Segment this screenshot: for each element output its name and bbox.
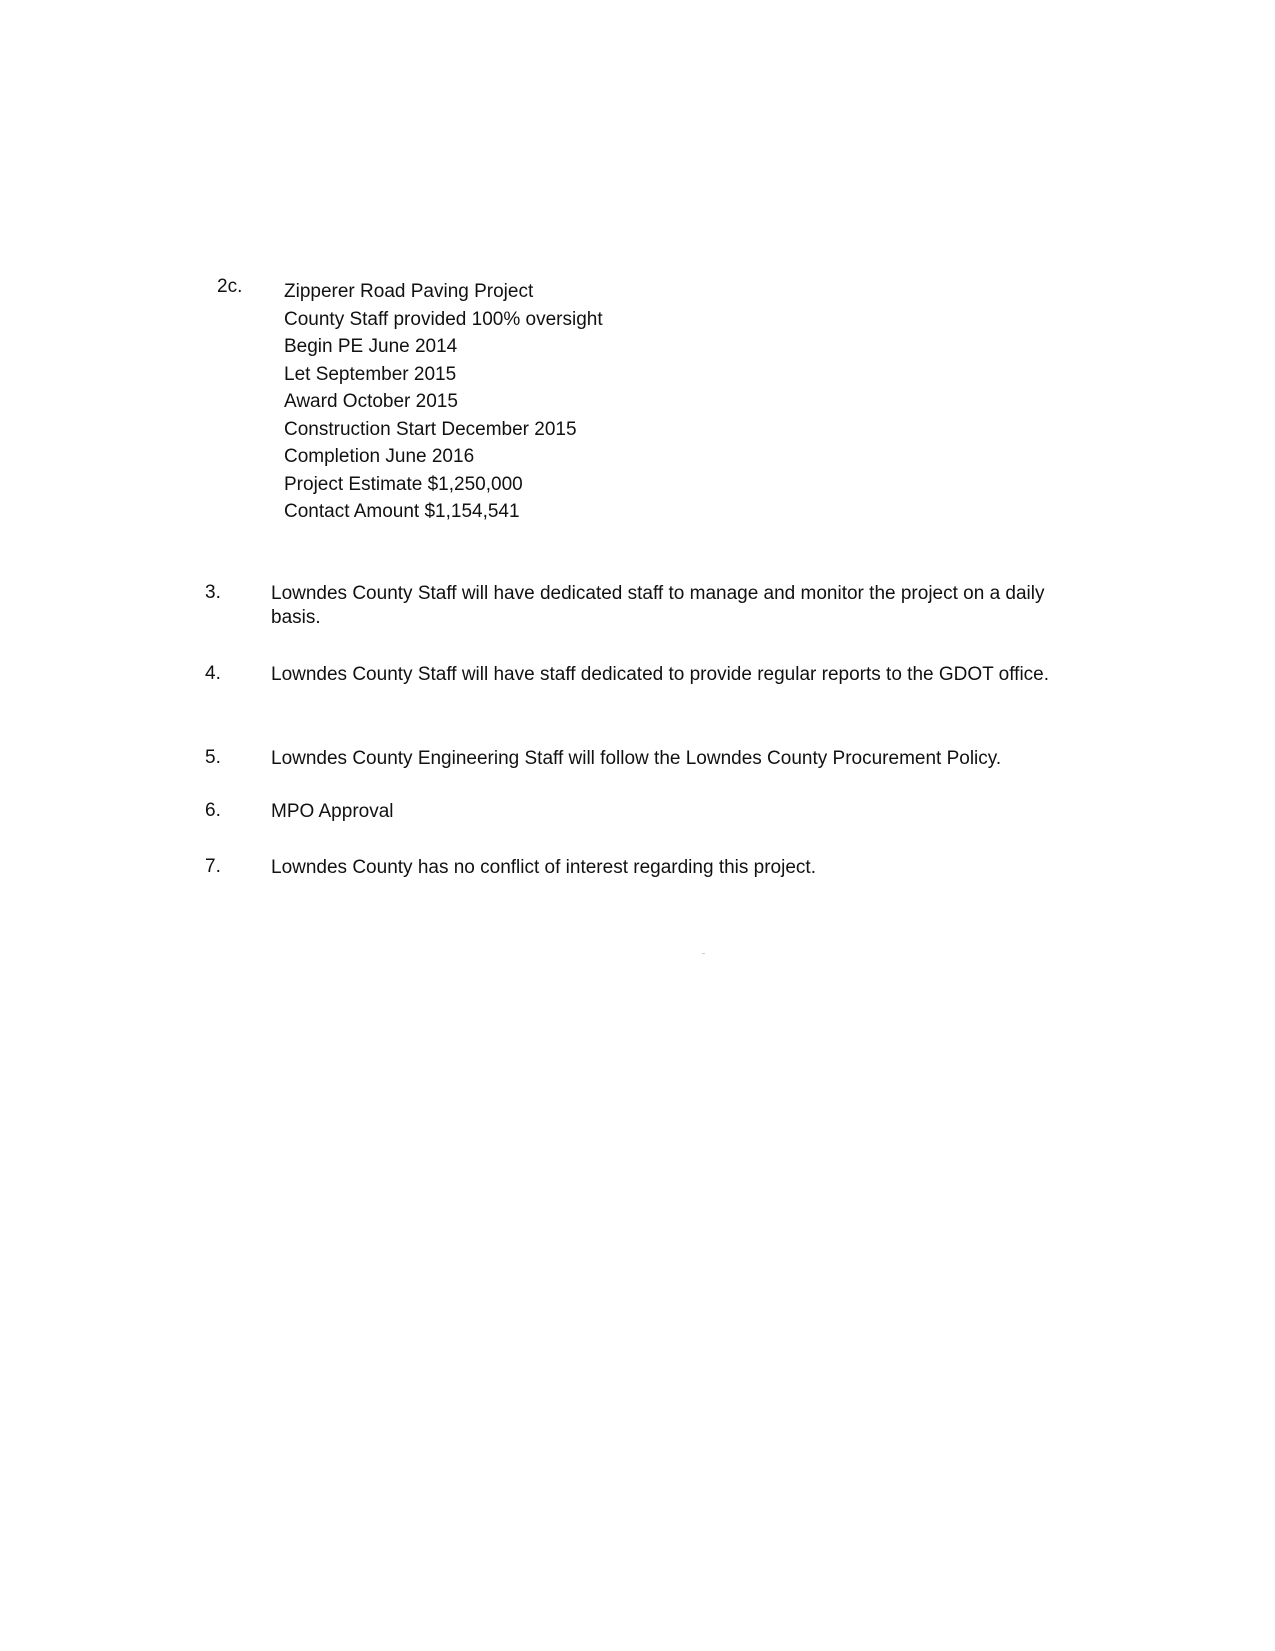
begin-pe-line: Begin PE June 2014: [284, 336, 458, 357]
item-number: 4.: [205, 663, 221, 684]
completion-line: Completion June 2016: [284, 446, 475, 467]
item-number: 5.: [205, 747, 221, 768]
construction-start-line: Construction Start December 2015: [284, 418, 577, 440]
project-title: Zipperer Road Paving Project: [284, 281, 534, 302]
item-number: 7.: [205, 856, 221, 877]
item-text: Lowndes County Engineering Staff will follow the Lowndes County Procurement Policy.: [271, 748, 1002, 769]
item-text: Lowndes County Staff will have dedicated staff to manage and monitor the project on a daily basis.: [271, 583, 1045, 628]
oversight-line: County Staff provided 100% oversight: [284, 308, 603, 330]
section-number: 2c.: [217, 276, 243, 297]
item-text: Lowndes County Staff will have staff dedicated to provide regular reports to the GDOT office.: [271, 664, 1050, 685]
project-details: [284, 278, 884, 526]
scan-speck: [702, 953, 705, 954]
item-number: 6.: [205, 800, 221, 821]
let-date-line: Let September 2015: [284, 363, 457, 385]
project-estimate-line: Project Estimate $1,250,000: [284, 473, 523, 495]
item-text: Lowndes County has no conflict of interest regarding this project.: [271, 857, 816, 878]
item-number: 3.: [205, 582, 221, 603]
item-text: MPO Approval: [271, 801, 394, 822]
contact-amount-line: Contact Amount $1,154,541: [284, 501, 520, 522]
award-date-line: Award October 2015: [284, 391, 458, 412]
